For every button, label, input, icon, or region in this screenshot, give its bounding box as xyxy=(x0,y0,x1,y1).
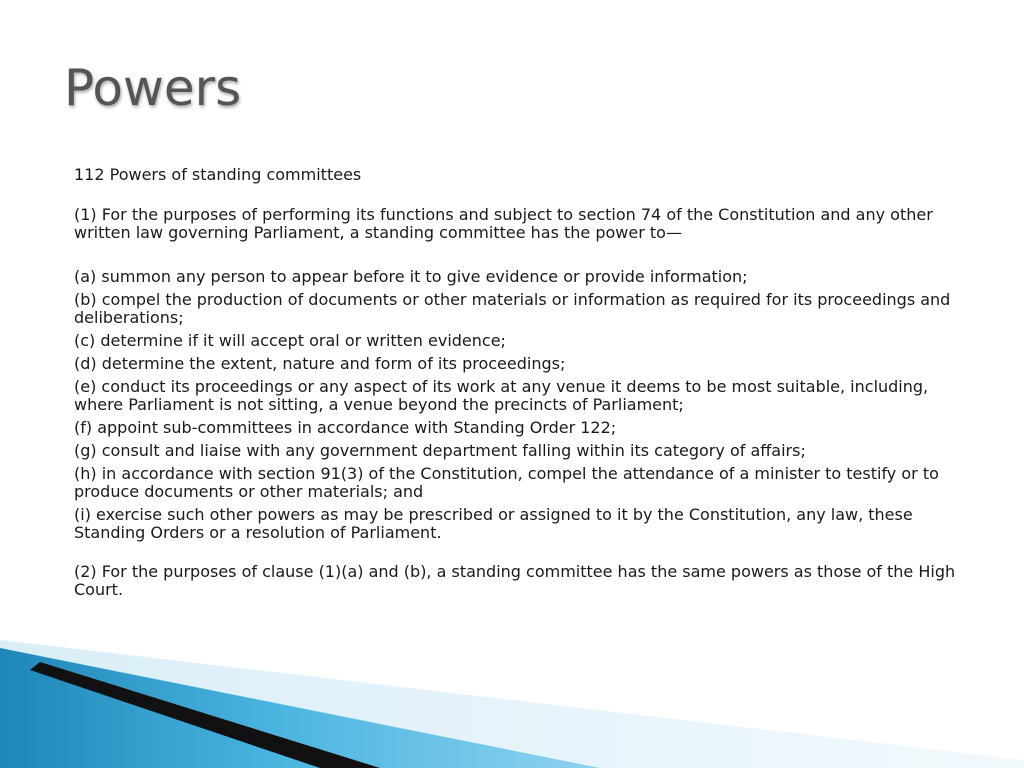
closing-paragraph: (2) For the purposes of clause (1)(a) and (b), a standing committee has the same powers as those of the High Court. xyxy=(74,562,956,599)
powers-list xyxy=(74,268,964,542)
list-item: (i) exercise such other powers as may be prescribed or assigned to it by the Constitution, any law, these Standing Orders or a resolution of Parliament. xyxy=(74,505,913,542)
list-item: (b) compel the production of documents or other materials or information as required for its proceedings and deliberations; xyxy=(74,290,951,327)
section-heading: 112 Powers of standing committees xyxy=(74,165,362,184)
slide-body xyxy=(74,166,964,599)
list-item: (h) in accordance with section 91(3) of the Constitution, compel the attendance of a minister to testify or to produce documents or other materials; and xyxy=(74,464,939,501)
list-item: (c) determine if it will accept oral or written evidence; xyxy=(74,331,506,350)
list-item: (f) appoint sub-committees in accordance with Standing Order 122; xyxy=(74,418,617,437)
list-item: (e) conduct its proceedings or any aspect of its work at any venue it deems to be most suitable, including, where Parliament is not sitting, a venue beyond the precincts of Parliament; xyxy=(74,377,929,414)
list-item: (g) consult and liaise with any government department falling within its category of affairs; xyxy=(74,441,806,460)
slide-title: Powers xyxy=(64,59,242,117)
list-item: (d) determine the extent, nature and form of its proceedings; xyxy=(74,354,566,373)
intro-paragraph: (1) For the purposes of performing its functions and subject to section 74 of the Constitution and any other written law governing Parliament, a standing committee has the power to— xyxy=(74,205,933,242)
list-item: (a) summon any person to appear before it to give evidence or provide information; xyxy=(74,267,748,286)
corner-decoration xyxy=(0,640,1024,768)
